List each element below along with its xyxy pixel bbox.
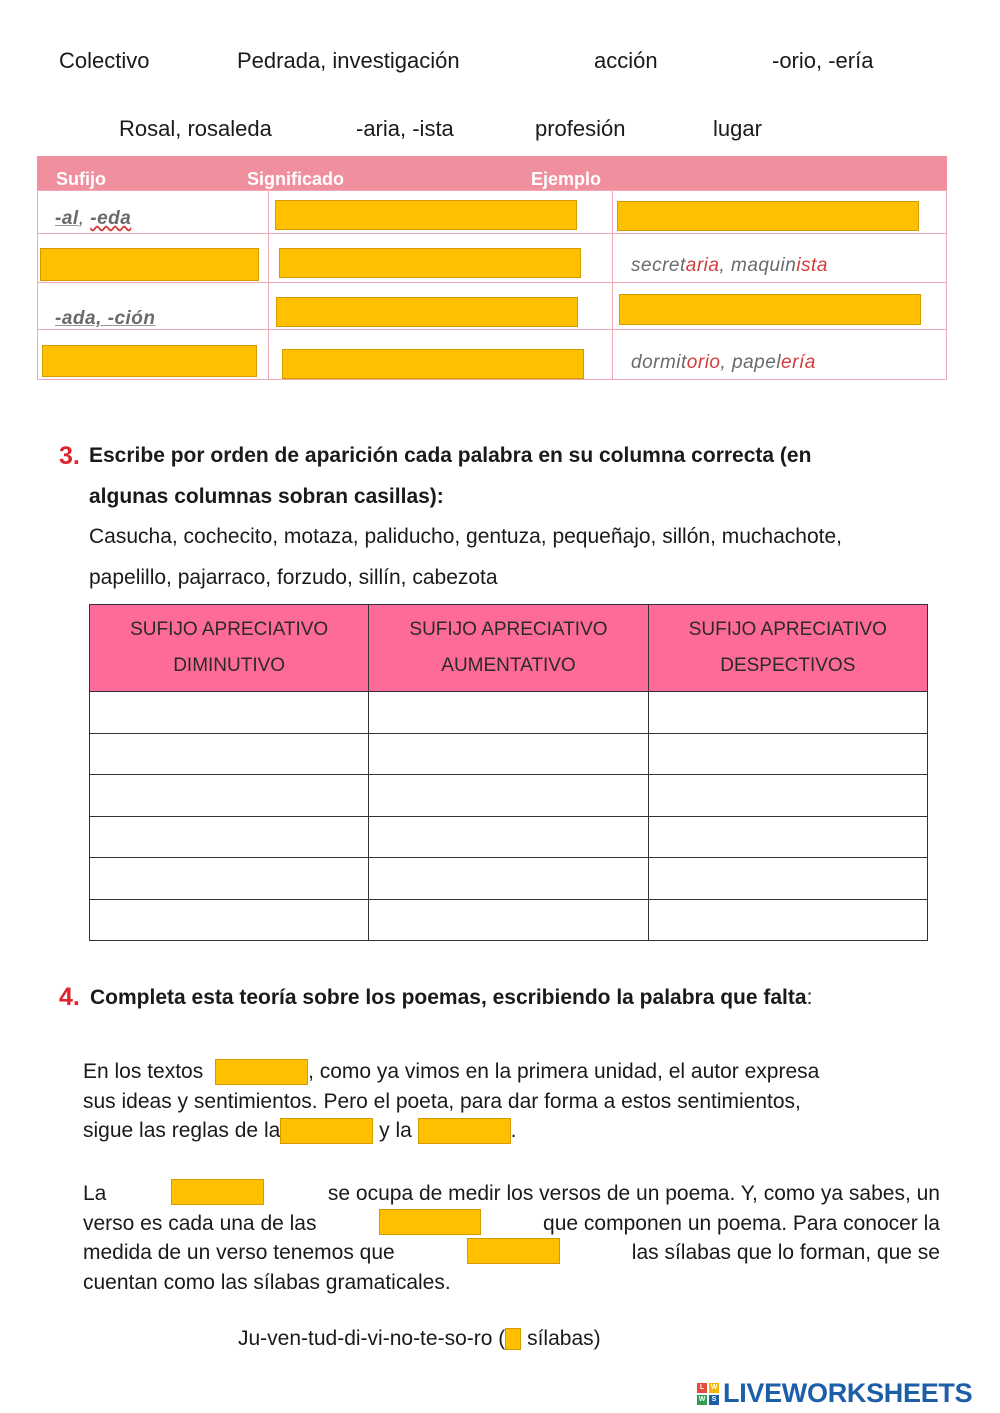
answer-cell[interactable]	[648, 899, 927, 941]
answer-cell[interactable]	[90, 692, 369, 734]
answer-blank[interactable]	[280, 1118, 373, 1144]
liveworksheets-logo	[697, 1378, 972, 1409]
word-bank-item: Rosal, rosaleda	[119, 116, 272, 141]
answer-cell[interactable]	[90, 733, 369, 775]
word-bank-item: acción	[594, 48, 658, 73]
table-divider	[37, 282, 947, 283]
answer-cell[interactable]	[648, 816, 927, 858]
answer-cell[interactable]	[90, 775, 369, 817]
answer-blank[interactable]	[617, 201, 919, 231]
answer-blank[interactable]	[505, 1328, 521, 1350]
answer-blank[interactable]	[275, 200, 577, 230]
appreciative-suffix-table	[89, 604, 928, 941]
answer-cell[interactable]	[648, 733, 927, 775]
column-header-diminutivo: SUFIJO APRECIATIVO DIMINUTIVO	[90, 605, 369, 692]
text-line: sus ideas y sentimientos. Pero el poeta, para dar forma a estos sentimientos,	[83, 1089, 801, 1113]
answer-cell[interactable]	[648, 858, 927, 900]
answer-blank[interactable]	[279, 248, 581, 278]
example-cell: secretaria, maquinista	[631, 255, 828, 276]
exercise-number: 4.	[59, 983, 80, 1011]
text-line: En los textos , como ya vimos en la primera unidad, el autor expresa	[83, 1057, 940, 1087]
paragraph-2	[83, 1179, 940, 1297]
word-bank-item: lugar	[713, 116, 762, 141]
answer-cell[interactable]	[369, 858, 648, 900]
exercise-instruction: Escribe por orden de aparición cada palabra en su columna correcta (en	[89, 444, 812, 467]
answer-cell[interactable]	[369, 692, 648, 734]
word-bank-item: -aria, -ista	[356, 116, 454, 141]
column-header-aumentativo: SUFIJO APRECIATIVO AUMENTATIVO	[369, 605, 648, 692]
text-line: La se ocupa de medir los versos de un poema. Y, como ya sabes, un	[83, 1179, 940, 1209]
answer-cell[interactable]	[369, 816, 648, 858]
word-list: Casucha, cochecito, motaza, paliducho, gentuza, pequeñajo, sillón, muchachote,	[89, 525, 842, 548]
answer-cell[interactable]	[90, 899, 369, 941]
answer-blank[interactable]	[171, 1179, 264, 1205]
answer-blank[interactable]	[467, 1238, 560, 1264]
answer-cell[interactable]	[648, 775, 927, 817]
suffix-table-header	[37, 156, 947, 190]
header-significado: Significado	[247, 169, 345, 189]
answer-blank[interactable]	[282, 349, 584, 379]
answer-blank[interactable]	[40, 248, 259, 281]
table-divider	[612, 190, 613, 380]
word-bank-item: Colectivo	[59, 48, 150, 73]
syllable-example: Ju-ven-tud-di-vi-no-te-so-ro ( sílabas)	[238, 1327, 601, 1350]
word-list: papelillo, pajarraco, forzudo, sillín, cabezota	[89, 566, 498, 589]
text-line: sigue las reglas de la y la .	[83, 1116, 940, 1146]
suffix-cell: -ada, -ción	[55, 308, 156, 329]
answer-cell[interactable]	[369, 775, 648, 817]
suffix-cell: -al, -eda	[55, 208, 132, 229]
table-divider	[37, 329, 947, 330]
word-bank-item: Pedrada, investigación	[237, 48, 460, 73]
header-ejemplo: Ejemplo	[531, 169, 602, 189]
example-cell: dormitorio, papelería	[631, 352, 816, 373]
column-header-despectivos: SUFIJO APRECIATIVO DESPECTIVOS	[648, 605, 927, 692]
logo-text: LIVEWORKSHEETS	[723, 1378, 973, 1408]
answer-cell[interactable]	[90, 816, 369, 858]
exercise-instruction: Completa esta teoría sobre los poemas, escribiendo la palabra que falta:	[90, 986, 813, 1009]
header-sufijo: Sufijo	[56, 169, 106, 189]
answer-cell[interactable]	[90, 858, 369, 900]
logo-icon: L W W S	[698, 1383, 718, 1403]
paragraph-1	[83, 1057, 940, 1146]
answer-blank[interactable]	[276, 297, 578, 327]
answer-blank[interactable]	[42, 345, 257, 377]
answer-cell[interactable]	[369, 899, 648, 941]
text-line: medida de un verso tenemos que las sílabas que lo forman, que se	[83, 1238, 940, 1268]
answer-blank[interactable]	[619, 294, 921, 325]
table-divider	[268, 190, 269, 380]
answer-blank[interactable]	[215, 1059, 308, 1085]
answer-cell[interactable]	[648, 692, 927, 734]
answer-cell[interactable]	[369, 733, 648, 775]
table-divider	[37, 233, 947, 234]
answer-blank[interactable]	[379, 1209, 481, 1235]
text-line: verso es cada una de las que componen un poema. Para conocer la	[83, 1209, 940, 1239]
text-line: cuentan como las sílabas gramaticales.	[83, 1270, 451, 1294]
exercise-instruction: algunas columnas sobran casillas):	[89, 485, 444, 508]
word-bank-item: -orio, -ería	[772, 48, 874, 73]
word-bank-item: profesión	[535, 116, 626, 141]
answer-blank[interactable]	[418, 1118, 511, 1144]
exercise-number: 3.	[59, 442, 80, 470]
